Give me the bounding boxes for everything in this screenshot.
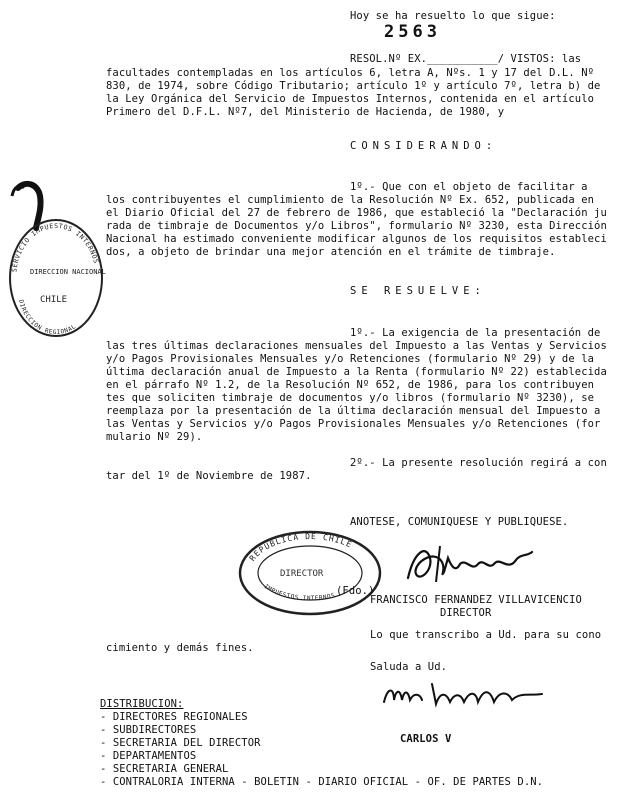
preamble-line: RESOL.Nº EX.___________/ VISTOS: las xyxy=(350,53,582,65)
salutation: Saluda a Ud. xyxy=(370,661,448,673)
paragraph-line: 2º.- La presente resolución regirá a con xyxy=(350,457,607,469)
distribution-item: - SECRETARIA DEL DIRECTOR xyxy=(100,737,261,749)
paragraph-line: dos, a objeto de brindar una mejor atención en el trámite de timbraje. xyxy=(106,246,556,258)
paragraph-line: el Diario Oficial del 27 de febrero de 1986, que estableció la "Declaración ju xyxy=(106,207,607,219)
preamble-line: la Ley Orgánica del Servicio de Impuestos Internos, contenida en el artículo xyxy=(106,93,595,105)
distribution-item: - DEPARTAMENTOS xyxy=(100,750,197,762)
second-signature xyxy=(380,676,550,715)
paragraph-line: y/o Pagos Provisionales Mensuales y/o Retenciones (formulario Nº 29) y de la xyxy=(106,353,595,365)
seal-country-text: CHILE xyxy=(40,295,68,305)
round-stamp-top-text: REPUBLICA DE CHILE xyxy=(247,531,354,563)
resolution-intro: Hoy se ha resuelto lo que sigue: xyxy=(350,10,556,22)
paragraph-line: última declaración anual de Impuesto a la Renta (formulario Nº 22) establecida xyxy=(106,366,607,378)
paragraph-line: Nacional ha estimado conveniente modificar algunos de los requisitos estableci xyxy=(106,233,607,245)
resuelve-heading: SE RESUELVE: xyxy=(350,285,486,297)
distribution-item: - DIRECTORES REGIONALES xyxy=(100,711,248,723)
paragraph-line: 1º.- Que con el objeto de facilitar a xyxy=(350,181,588,193)
distribution-item: - CONTRALORIA INTERNA - BOLETIN - DIARIO OFICIAL - OF. DE PARTES D.N. xyxy=(100,776,544,788)
seal-bottom-text: DIRECCION REGIONAL xyxy=(17,299,78,337)
second-signatory-name: CARLOS V xyxy=(400,733,452,745)
closing-formula: ANOTESE, COMUNIQUESE Y PUBLIQUESE. xyxy=(350,516,569,528)
paragraph-line: las Ventas y Servicios y/o Pagos Provisionales Mensuales y/o Retenciones (for xyxy=(106,418,601,430)
paragraph-line: los contribuyentes el cumplimiento de la Resolución Nº Ex. 652, publicada en xyxy=(106,194,595,206)
distribution-heading: DISTRIBUCION: xyxy=(100,698,184,710)
paragraph-line: las tres últimas declaraciones mensuales del Impuesto a las Ventas y Servicios xyxy=(106,340,607,352)
preamble-line: facultades contempladas en los artículos 6, letra A, Nºs. 1 y 17 del D.L. Nº xyxy=(106,67,595,79)
distribution-item: - SECRETARIA GENERAL xyxy=(100,763,229,775)
paragraph-line: en el párrafo Nº 1.2, de la Resolución Nº 652, de 1986, para los contribuyen xyxy=(106,379,595,391)
paragraph-line: tar del 1º de Noviembre de 1987. xyxy=(106,470,312,482)
paragraph-line: tes que soliciten timbraje de documentos y/o libros (formulario Nº 3230), se xyxy=(106,392,595,404)
round-stamp-bottom-text: IMPUESTOS INTERNOS xyxy=(262,582,337,603)
fdo-mark: (Fdo.) xyxy=(336,585,375,597)
distribution-item: - SUBDIRECTORES xyxy=(100,724,197,736)
preamble-line: 830, de 1974, sobre Código Tributario; artículo 1º y artículo 7º, letra b) de xyxy=(106,80,601,92)
paragraph-line: mulario Nº 29). xyxy=(106,431,203,443)
seal-top-text: SERVICIO IMPUESTOS INTERNOS xyxy=(10,221,101,273)
signatory-title: DIRECTOR xyxy=(440,607,492,619)
director-signature xyxy=(400,538,540,591)
round-stamp-center-text: DIRECTOR xyxy=(280,569,324,579)
considerando-heading: CONSIDERANDO: xyxy=(350,140,498,152)
paragraph-line: 1º.- La exigencia de la presentación de xyxy=(350,327,601,339)
signatory-name: FRANCISCO FERNANDEZ VILLAVICENCIO xyxy=(370,594,582,606)
paragraph-line: reemplaza por la presentación de la última declaración mensual del Impuesto a xyxy=(106,405,601,417)
seal-middle-text: DIRECCION NACIONAL xyxy=(30,268,106,276)
paragraph-line: rada de timbraje de Documentos y/o Libros", formulario Nº 3230, esta Dirección xyxy=(106,220,607,232)
round-official-stamp xyxy=(236,528,384,621)
transcription-line: cimiento y demás fines. xyxy=(106,642,254,654)
preamble-line: Primero del D.F.L. Nº7, del Ministerio de Hacienda, de 1980, y xyxy=(106,106,505,118)
left-seal-stamp xyxy=(4,178,108,351)
resolution-number: 2563 xyxy=(384,22,441,42)
transcription-line: Lo que transcribo a Ud. para su cono xyxy=(370,629,602,641)
